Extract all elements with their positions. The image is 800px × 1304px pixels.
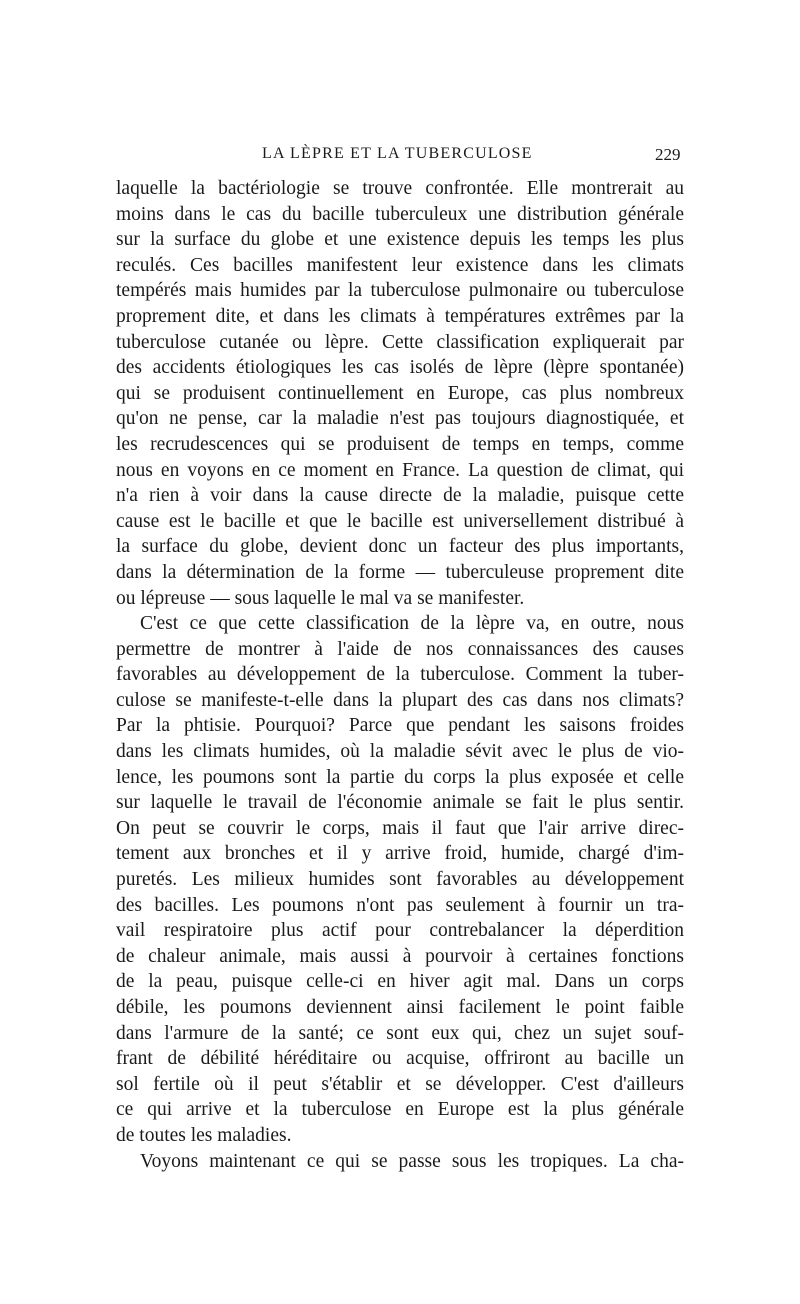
running-title: LA LÈPRE ET LA TUBERCULOSE xyxy=(262,145,533,162)
text-line: ce qui arrive et la tuberculose en Europe est la plus générale xyxy=(116,1099,684,1121)
text-line: dans la détermination de la forme — tuberculeuse proprement dite xyxy=(116,561,684,583)
text-line: les recrudescences qui se produisent de temps en temps, comme xyxy=(116,433,684,455)
page-number: 229 xyxy=(655,145,681,164)
text-line: reculés. Ces bacilles manifestent leur existence dans les climats xyxy=(116,254,684,276)
text-line: puretés. Les milieux humides sont favorables au développement xyxy=(116,869,684,891)
text-line: dans l'armure de la santé; ce sont eux qui, chez un sujet souf- xyxy=(116,1022,684,1044)
text-line: ou lépreuse — sous laquelle le mal va se manifester. xyxy=(116,587,525,609)
text-line: proprement dite, et dans les climats à températures extrêmes par la xyxy=(116,305,684,327)
text-line: On peut se couvrir le corps, mais il faut que l'air arrive direc- xyxy=(116,817,684,839)
text-line: cause est le bacille et que le bacille est universellement distribué à xyxy=(116,510,684,532)
text-line: lence, les poumons sont la partie du corps la plus exposée et celle xyxy=(116,766,684,788)
text-line: la surface du globe, devient donc un facteur des plus importants, xyxy=(116,536,684,558)
text-line: dans les climats humides, où la maladie sévit avec le plus de vio- xyxy=(116,741,684,763)
text-line: de toutes les maladies. xyxy=(116,1124,292,1146)
text-line: débile, les poumons deviennent ainsi facilement le point faible xyxy=(116,997,684,1018)
text-line: de la peau, puisque celle-ci en hiver agit mal. Dans un corps xyxy=(116,971,684,993)
text-line: tement aux bronches et il y arrive froid, humide, chargé d'im- xyxy=(116,843,684,865)
text-line: qu'on ne pense, car la maladie n'est pas toujours diagnostiquée, et xyxy=(116,408,684,430)
text-line: sur laquelle le travail de l'économie animale se fait le plus sentir. xyxy=(116,792,684,814)
text-line: permettre de montrer à l'aide de nos connaissances des causes xyxy=(116,638,684,660)
text-line: sol fertile où il peut s'établir et se développer. C'est d'ailleurs xyxy=(116,1073,684,1095)
text-line: tuberculose cutanée ou lèpre. Cette classification expliquerait par xyxy=(116,331,684,353)
text-line: n'a rien à voir dans la cause directe de la maladie, puisque cette xyxy=(116,485,684,507)
body-text xyxy=(116,176,684,1174)
text-line: nous en voyons en ce moment en France. La question de climat, qui xyxy=(116,459,684,481)
text-line: des accidents étiologiques les cas isolés de lèpre (lèpre spontanée) xyxy=(116,357,684,379)
text-line: Par la phtisie. Pourquoi? Parce que pendant les saisons froides xyxy=(116,715,684,737)
text-line: favorables au développement de la tuberculose. Comment la tuber- xyxy=(116,664,684,686)
text-line: vail respiratoire plus actif pour contrebalancer la déperdition xyxy=(116,920,684,942)
text-line: laquelle la bactériologie se trouve confrontée. Elle montrerait au xyxy=(116,178,684,199)
text-line: de chaleur animale, mais aussi à pourvoir à certaines fonctions xyxy=(116,945,684,967)
running-header xyxy=(0,145,800,169)
text-line: frant de débilité héréditaire ou acquise, offriront au bacille un xyxy=(116,1048,684,1070)
text-line: tempérés mais humides par la tuberculose pulmonaire ou tuberculose xyxy=(116,280,684,302)
text-line: moins dans le cas du bacille tuberculeux une distribution générale xyxy=(116,203,684,225)
text-line: qui se produisent continuellement en Europe, cas plus nombreux xyxy=(116,382,684,404)
text-line: Voyons maintenant ce qui se passe sous les tropiques. La cha- xyxy=(140,1150,684,1172)
text-line: culose se manifeste-t-elle dans la plupart des cas dans nos climats? xyxy=(116,689,684,711)
text-line: sur la surface du globe et une existence depuis les temps les plus xyxy=(116,229,684,251)
text-line: des bacilles. Les poumons n'ont pas seulement à fournir un tra- xyxy=(116,894,684,916)
text-line: C'est ce que cette classification de la lèpre va, en outre, nous xyxy=(140,613,684,635)
